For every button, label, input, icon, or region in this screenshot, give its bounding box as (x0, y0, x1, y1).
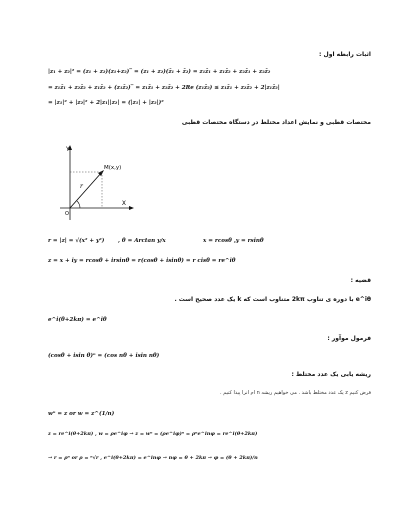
point-label: M(x,y) (104, 165, 122, 171)
moivre-heading: فرمول موآور : (327, 335, 371, 342)
polar-heading: مختصات قطبی و نمایش اعداد مختلط در دستگاه مختصات قطبی (181, 119, 371, 126)
origin-label: O (65, 211, 69, 217)
roots-equation-line2: z = re^i(θ+2kπ) , w = ρe^iφ → z = wⁿ = (ρe^iφ)ⁿ = ρⁿe^inφ = re^i(θ+2kπ) (48, 431, 258, 437)
theorem-text: e^iθ با دوره ی تناوب 2kπ متناوب است که k یک عدد صحیح است . (174, 296, 371, 303)
proof-equation-line1: |z₁ + z₂|² = (z₁ + z₂)(z₁+z₂)‾ = (z₁ + z₂)(z̄₁ + z̄₂) = z₁z̄₁ + z₁z̄₂ + z₂z̄₁ + z₂z̄₂ (48, 69, 271, 75)
polar-theta-equation: , θ = Arctan y/x (118, 238, 166, 244)
radius-vector (70, 172, 102, 208)
polar-r-equation: r = |z| = √(x² + y²) (48, 238, 105, 244)
x-axis-label: X (121, 200, 126, 207)
proof-heading: اثبات رابطه اول : (319, 51, 371, 58)
polar-xy-equation: x = rcosθ ,y = rsinθ (203, 238, 264, 244)
y-axis-label: Y (66, 146, 70, 153)
theorem-heading: قضیه : (350, 277, 371, 284)
roots-equation-line3: → r = ρⁿ or ρ = ⁿ√r , e^i(θ+2kπ) = e^inφ → nφ = θ + 2kπ → φ = (θ + 2kπ)/n (48, 455, 258, 461)
roots-intro: فرض کنیم z یک عدد مختلط باشد . می خواهیم ریشه n ام انرا پیدا کنیم . (220, 390, 371, 396)
proof-equation-line2: = z₁z̄₁ + z₂z̄₂ + z₁z̄₂ + (z₁z̄₂)‾ = z₁z̄₁ + z₂z̄₂ + 2Re (z₁z̄₂) ≤ z₁z̄₁ + z₂z̄₂ + 2|z₁z̄₂| (48, 85, 280, 91)
roots-equation-line1: wⁿ = z or w = z^(1/n) (48, 411, 115, 417)
proof-equation-line3: = |z₁|² + |z₂|² + 2|z₁||z₂| = (|z₁| + |z₂|)² (48, 100, 164, 106)
theorem-equation: e^i(θ+2kπ) = e^iθ (48, 317, 107, 323)
polar-full-equation: z = x + iy = rcosθ + irsinθ = r(cosθ + isinθ) = r cisθ = re^iθ (48, 258, 236, 264)
radius-label: r (80, 183, 83, 190)
roots-heading: ریشه یابی یک عدد مختلط : (291, 371, 371, 378)
x-axis-arrowhead (129, 206, 134, 210)
moivre-equation: (cosθ + isin θ)ⁿ = (cos nθ + isin nθ) (48, 353, 160, 359)
angle-arc (77, 201, 80, 208)
polar-coordinates-diagram (54, 142, 140, 222)
